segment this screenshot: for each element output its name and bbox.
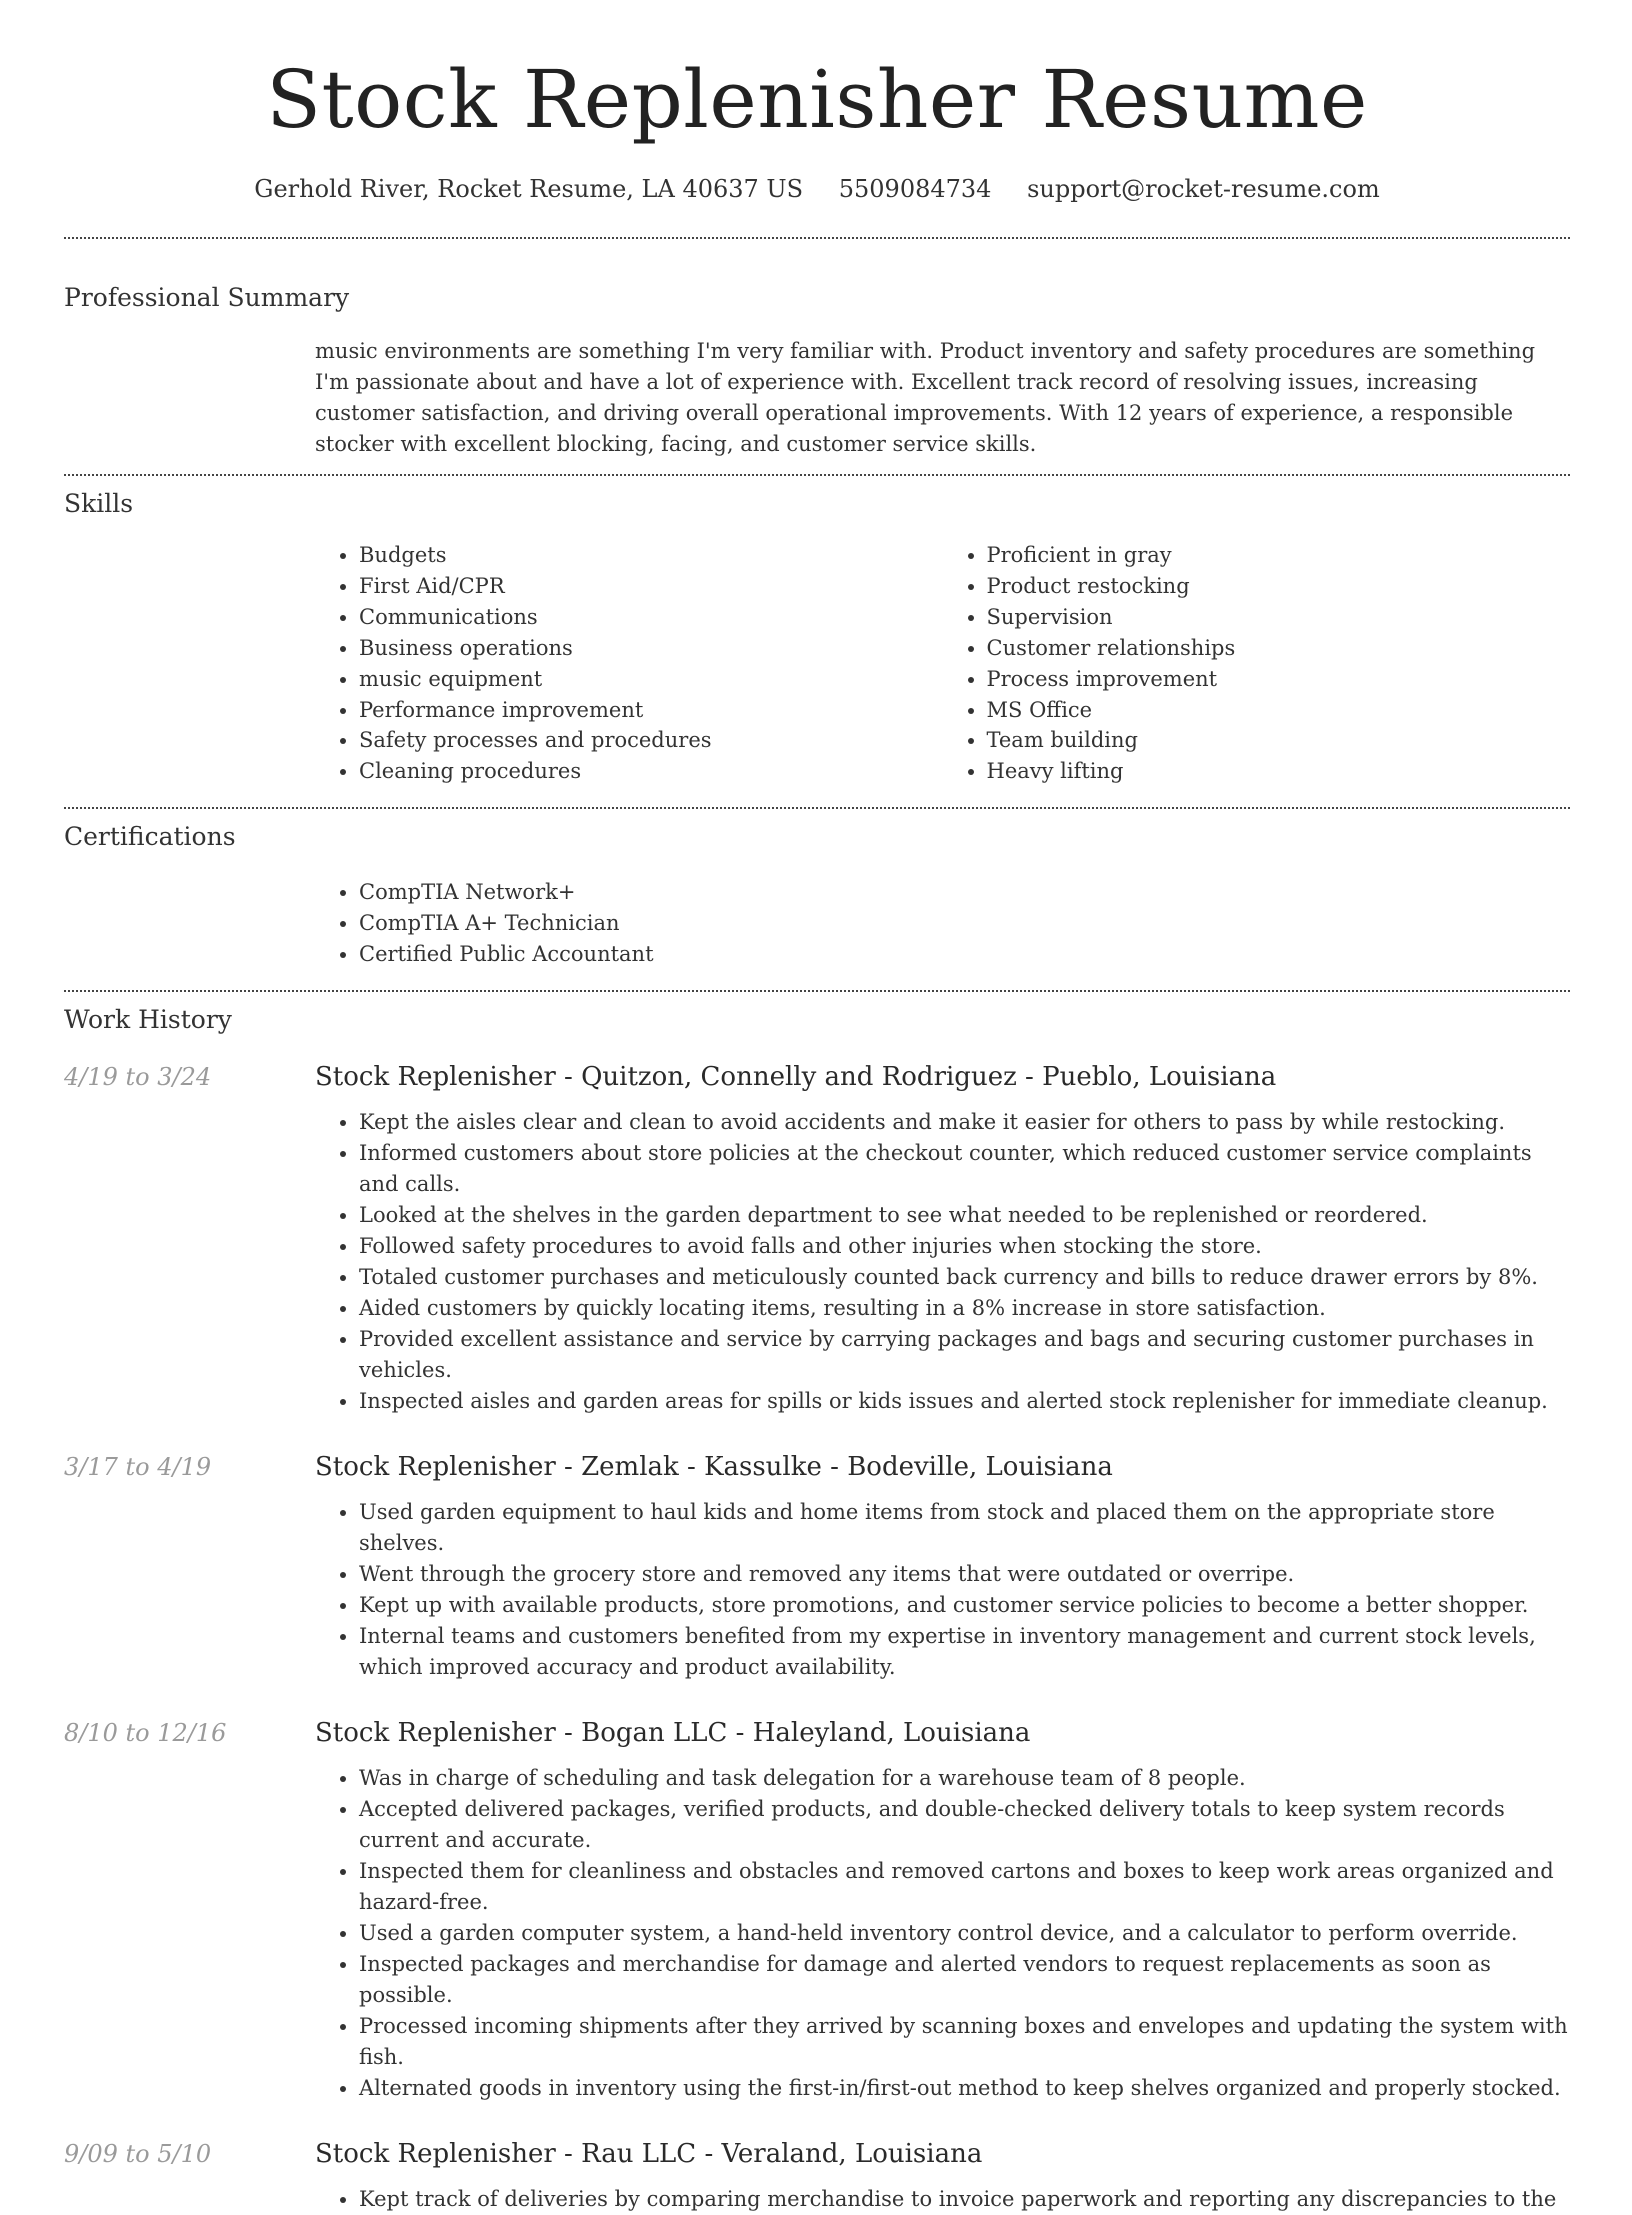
skill-item: • music equipment <box>359 664 943 695</box>
skills-columns <box>315 540 1570 787</box>
job-dates: 3/17 to 4/19 <box>64 1453 212 1482</box>
contact-phone: 5509084734 <box>838 175 992 203</box>
job-bullet: • Inspected them for cleanliness and obstacles and removed cartons and boxes to keep work areas organized and hazard-free. <box>359 1856 1570 1918</box>
job-heading: Stock Replenisher - Quitzon, Connelly and Rodriguez - Pueblo, Louisiana <box>315 1062 1277 1093</box>
job-bullet: • Was in charge of scheduling and task delegation for a warehouse team of 8 people. <box>359 1763 1570 1794</box>
skill-item: • Team building <box>987 725 1571 756</box>
skill-item: • Product restocking <box>987 571 1571 602</box>
skill-item: • Communications <box>359 602 943 633</box>
contact-line <box>64 174 1570 204</box>
job-bullet: • Alternated goods in inventory using the first-in/first-out method to keep shelves organized and properly stocked. <box>359 2073 1570 2104</box>
skill-item: • Safety processes and procedures <box>359 725 943 756</box>
job-heading: Stock Replenisher - Rau LLC - Veraland, Louisiana <box>315 2139 983 2170</box>
section-divider <box>64 990 1570 992</box>
job-dates: 8/10 to 12/16 <box>64 1719 227 1748</box>
job-bullets <box>315 1107 1570 1417</box>
job-bullet: • Kept up with available products, store promotions, and customer service policies to become a better shopper. <box>359 1590 1570 1621</box>
job-bullet: • Provided excellent assistance and service by carrying packages and bags and securing customer purchases in vehicles. <box>359 1324 1570 1386</box>
job-bullet: • Went through the grocery store and removed any items that were outdated or overripe. <box>359 1559 1570 1590</box>
contact-address: Gerhold River, Rocket Resume, LA 40637 US <box>254 175 804 203</box>
job-bullet: • Totaled customer purchases and meticulously counted back currency and bills to reduce drawer errors by 8%. <box>359 1262 1570 1293</box>
job-bullet: • Inspected packages and merchandise for damage and alerted vendors to request replacements as soon as possible. <box>359 1949 1570 2011</box>
job-bullet: • Kept track of deliveries by comparing merchandise to invoice paperwork and reporting any discrepancies to the <box>359 2184 1570 2215</box>
skill-item: • Process improvement <box>987 664 1571 695</box>
job-bullet: • Kept the aisles clear and clean to avoid accidents and make it easier for others to pass by while restocking. <box>359 1107 1570 1138</box>
job-bullet: • Used garden equipment to haul kids and home items from stock and placed them on the appropriate store shelves. <box>359 1497 1570 1559</box>
job-bullet: • Aided customers by quickly locating items, resulting in a 8% increase in store satisfaction. <box>359 1293 1570 1324</box>
certification-item: • CompTIA A+ Technician <box>359 908 1570 939</box>
section-title-certifications: Certifications <box>64 822 236 852</box>
job-entry <box>64 2138 1570 2215</box>
job-bullet: • Accepted delivered packages, verified products, and double-checked delivery totals to keep system records current and accurate. <box>359 1794 1570 1856</box>
section-title-skills: Skills <box>64 489 134 518</box>
contact-email: support@rocket-resume.com <box>1027 175 1380 203</box>
job-bullet: • Informed customers about store policies at the checkout counter, which reduced customer service complaints and calls. <box>359 1138 1570 1200</box>
job-entry <box>64 1451 1570 1683</box>
job-bullet: • Processed incoming shipments after they arrived by scanning boxes and envelopes and updating the system with fish. <box>359 2011 1570 2073</box>
skills-list-right <box>943 540 1571 787</box>
certification-item: • CompTIA Network+ <box>359 877 1570 908</box>
skill-item: • MS Office <box>987 695 1571 726</box>
job-entry <box>64 1717 1570 2104</box>
skill-item: • Business operations <box>359 633 943 664</box>
skill-item: • Proficient in gray <box>987 540 1571 571</box>
section-title-summary: Professional Summary <box>64 283 350 312</box>
job-bullet: • Used a garden computer system, a hand-held inventory control device, and a calculator to perform override. <box>359 1918 1570 1949</box>
skill-item: • Customer relationships <box>987 633 1571 664</box>
section-divider <box>64 807 1570 809</box>
job-bullets <box>315 2184 1570 2215</box>
skills-list-left <box>315 540 943 787</box>
skill-item: • Supervision <box>987 602 1571 633</box>
resume-page <box>64 0 1570 2215</box>
section-title-work-history: Work History <box>64 1005 232 1035</box>
skill-item: • Cleaning procedures <box>359 756 943 787</box>
job-bullet: • Followed safety procedures to avoid falls and other injuries when stocking the store. <box>359 1231 1570 1262</box>
job-dates: 9/09 to 5/10 <box>64 2140 212 2169</box>
resume-title: Stock Replenisher Resume <box>266 53 1368 146</box>
section-divider <box>64 237 1570 239</box>
job-bullet: • Internal teams and customers benefited from my expertise in inventory management and current stock levels, which improved accuracy and product availability. <box>359 1621 1570 1683</box>
skill-item: • Budgets <box>359 540 943 571</box>
skill-item: • Heavy lifting <box>987 756 1571 787</box>
job-bullet: • Inspected aisles and garden areas for spills or kids issues and alerted stock replenisher for immediate cleanup. <box>359 1386 1570 1417</box>
skill-item: • Performance improvement <box>359 695 943 726</box>
section-divider <box>64 474 1570 476</box>
job-heading: Stock Replenisher - Zemlak - Kassulke - Bodeville, Louisiana <box>315 1452 1113 1483</box>
job-entry <box>64 1061 1570 1417</box>
summary-text: music environments are something I'm very familiar with. Product inventory and safety procedures are something I'm passionate about and have a lot of experience with. Excellent track record of resolving issues, increasing customer satisfaction, and driving overall operational improvements. With 12 years of experience, a responsible stocker with excellent blocking, facing, and customer service skills. <box>315 339 1536 456</box>
job-bullet: • Looked at the shelves in the garden department to see what needed to be replenished or reordered. <box>359 1200 1570 1231</box>
job-heading: Stock Replenisher - Bogan LLC - Haleyland, Louisiana <box>315 1718 1031 1749</box>
certifications-list <box>315 877 1570 970</box>
job-bullets <box>315 1497 1570 1683</box>
certifications-block <box>315 877 1570 970</box>
certification-item: • Certified Public Accountant <box>359 939 1570 970</box>
job-bullets <box>315 1763 1570 2104</box>
skill-item: • First Aid/CPR <box>359 571 943 602</box>
job-dates: 4/19 to 3/24 <box>64 1063 212 1092</box>
